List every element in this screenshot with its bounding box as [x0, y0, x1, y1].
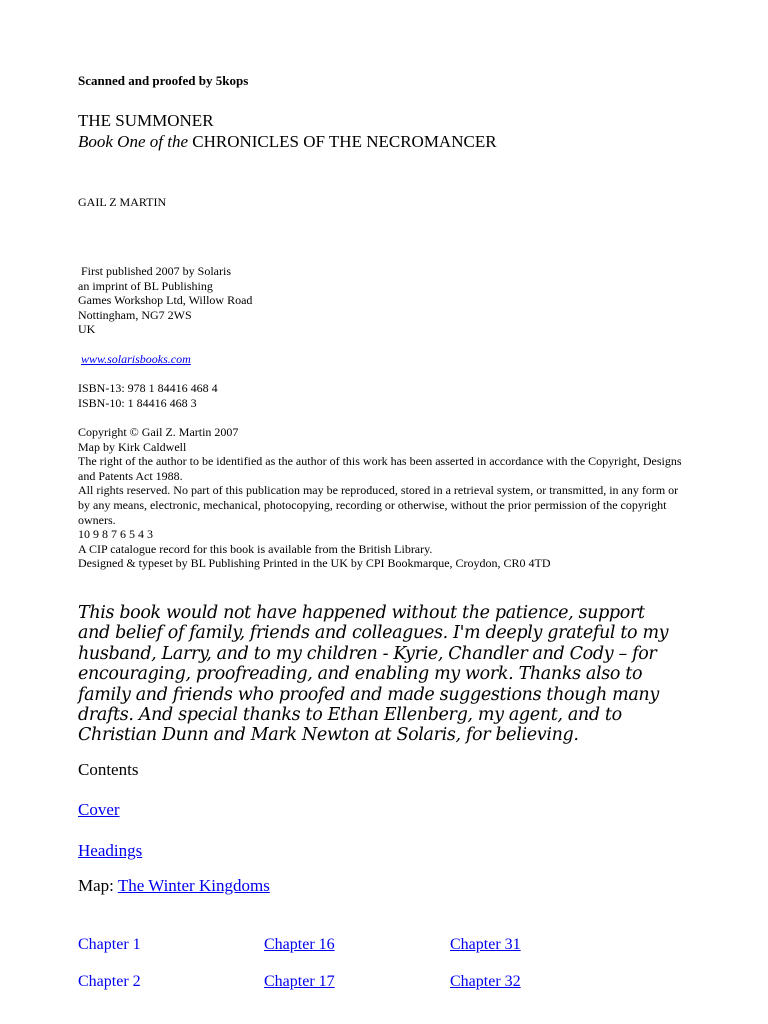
isbn-block [78, 381, 218, 410]
copyright-line: Copyright © Gail Z. Martin 2007 [78, 425, 239, 439]
subtitle-series-prefix: Book One of the [78, 132, 188, 151]
book-title: THE SUMMONER [78, 111, 214, 130]
chapter-link[interactable]: Chapter 17 [264, 973, 335, 990]
dedication-text: This book would not have happened without the patience, support and belief of family, friends and colleagues. I'm deeply grateful to my husband, Larry, and to my children - Kyrie, Chandler and Cody – for encouraging, proofreading, and enabling my work. Thanks also to family and friends who proofed and made suggestions though many drafts. And special thanks to Ethan Ellenberg, my agent, and to Christian Dunn and Mark Newton at Solaris, for believing. [78, 603, 669, 746]
subtitle-series-name: CHRONICLES OF THE NECROMANCER [188, 132, 497, 151]
publisher-line: Nottingham, NG7 2WS [78, 307, 192, 322]
contents-heading: Contents [78, 760, 139, 779]
publisher-line: First published 2007 by Solaris [81, 264, 232, 278]
headings-link[interactable]: Headings [78, 841, 143, 860]
map-link[interactable]: The Winter Kingdoms [117, 876, 270, 895]
chapter-link[interactable]: Chapter 16 [264, 936, 335, 953]
publisher-line: an imprint of BL Publishing [78, 278, 213, 293]
map-label: Map: [78, 876, 118, 895]
map-entry [78, 876, 270, 896]
publisher-block [78, 264, 252, 337]
chapter-link[interactable]: Chapter 1 [78, 936, 141, 953]
isbn-13: ISBN-13: 978 1 84416 468 4 [78, 381, 218, 395]
printing-line: 10 9 8 7 6 5 4 3 [78, 527, 153, 542]
chapter-link[interactable]: Chapter 31 [450, 936, 521, 953]
printer-text: Designed & typeset by BL Publishing Printed in the UK by CPI Bookmarque, Croydon, CR0 4TD [78, 556, 551, 571]
cip-record-text: A CIP catalogue record for this book is available from the British Library. [78, 541, 433, 556]
map-credit: Map by Kirk Caldwell [78, 439, 187, 454]
publisher-line: Games Workshop Ltd, Willow Road [78, 293, 253, 308]
publisher-line: UK [78, 322, 96, 337]
author-name: GAIL Z MARTIN [78, 195, 167, 209]
rights-reserved-text: All rights reserved. No part of this publication may be reproduced, stored in a retrieval system, or transmitted, in any form or by any means, electronic, mechanical, photocopying, recording or otherwise, without the prior permission of the copyright owners. [78, 483, 679, 527]
moral-rights-text: The right of the author to be identified as the author of this work has been asserted in accordance with the Copyright, Designs and Patents Act 1988. [78, 454, 682, 483]
isbn-10: ISBN-10: 1 84416 468 3 [78, 395, 197, 410]
copyright-block [78, 425, 688, 571]
chapter-link[interactable]: Chapter 32 [450, 973, 521, 990]
chapter-link[interactable]: Chapter 2 [78, 973, 141, 990]
scan-note: Scanned and proofed by 5kops [78, 73, 249, 88]
cover-link[interactable]: Cover [78, 800, 120, 819]
book-subtitle [78, 132, 497, 152]
website-link[interactable]: www.solarisbooks.com [81, 352, 191, 366]
